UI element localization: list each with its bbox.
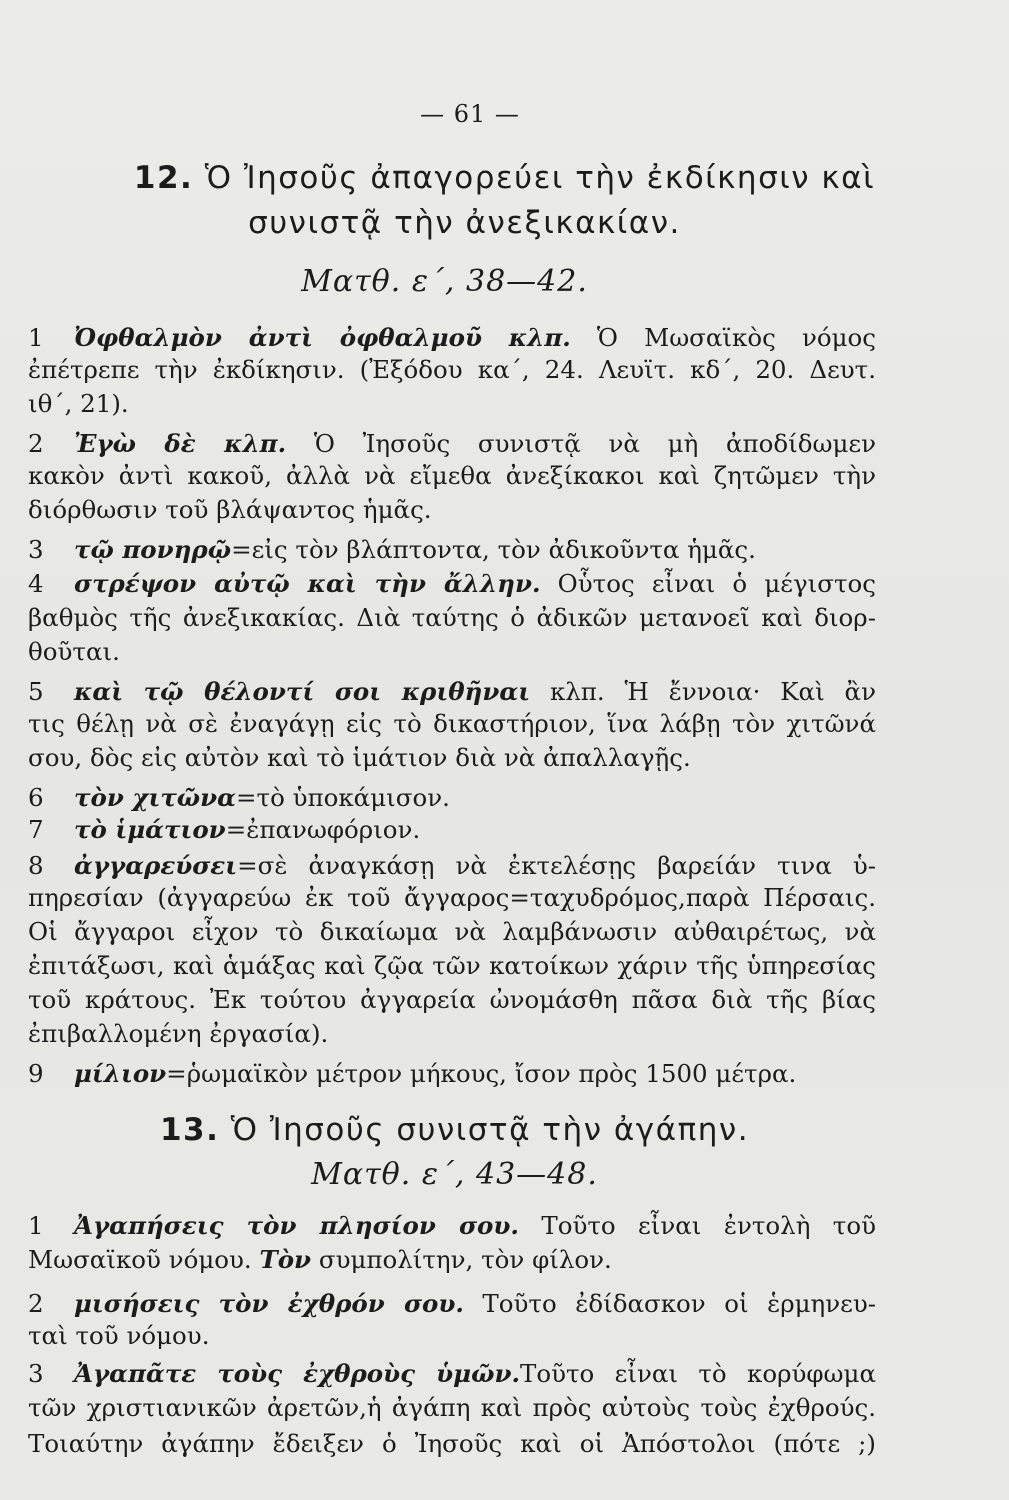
note-number: 1 xyxy=(28,1211,44,1240)
section-13-reference: Ματθ. ε΄, 43—48. xyxy=(311,1157,598,1192)
text-line xyxy=(28,782,876,814)
text-line xyxy=(28,354,876,386)
section-13-title-text: Ὁ Ἰησοῦς συνιστᾷ τὴν ἀγάπην. xyxy=(230,1112,750,1148)
text-line xyxy=(28,534,876,566)
text-line xyxy=(28,950,876,982)
text-line xyxy=(28,1358,876,1390)
body-text: διόρθωσιν τοῦ βλάψαντος ἡμᾶς. xyxy=(28,495,432,524)
body-text: Τοῦτο εἶναι τὸ κορύφωμα xyxy=(519,1359,876,1388)
section-12-title-line-1 xyxy=(0,160,1009,196)
note-number: 2 xyxy=(28,1289,44,1318)
body-text: ἐπέτρεπε τὴν ἐκδίκησιν. (Ἐξόδου κα΄, 24. Λευϊτ. κδ΄, 20. Δευτ. xyxy=(28,355,876,384)
body-text: βαθμὸς τῆς ἀνεξικακίας. Διὰ ταύτης ὁ ἀδικῶν μετανοεῖ καὶ διορ- xyxy=(28,603,876,632)
note-number: 5 xyxy=(28,677,44,706)
note-number: 7 xyxy=(28,815,44,844)
section-12-title-text: Ὁ Ἰησοῦς ἀπαγορεύει τὴν ἐκδίκησιν καὶ xyxy=(204,160,876,196)
note-number: 9 xyxy=(28,1059,44,1088)
lemma-text: Ὀφθαλμὸν ἀντὶ ὀφθαλμοῦ κλπ. xyxy=(74,323,571,352)
text-line xyxy=(28,1392,876,1424)
lemma-text: Τὸν xyxy=(259,1245,312,1274)
lemma-text: μίλιον xyxy=(74,1059,167,1088)
note-number: 2 xyxy=(28,429,44,458)
body-text: =ῥωμαϊκὸν μέτρον μήκους, ἴσον πρὸς 1500 μέτρα. xyxy=(166,1059,797,1088)
text-line xyxy=(28,1288,876,1320)
text-line xyxy=(28,708,876,740)
section-13-number: 13. xyxy=(159,1112,220,1148)
body-text: Οὗτος εἶναι ὁ μέγιστος xyxy=(540,569,876,598)
text-line xyxy=(28,882,876,914)
body-text: =σὲ ἀναγκάσῃ νὰ ἐκτελέσῃς βαρείάν τινα ὑ- xyxy=(237,851,876,880)
body-text: πηρεσίαν (ἀγγαρεύω ἐκ τοῦ ἄγγαρος=ταχυδρόμος,παρὰ Πέρσαις. xyxy=(28,883,876,912)
lemma-text: ἀγγαρεύσει xyxy=(74,851,238,880)
body-text: Ὁ Μωσαϊκὸς νόμος xyxy=(570,323,876,352)
lemma-text: Ἀγαπᾶτε τοὺς ἐχθροὺς ὑμῶν. xyxy=(74,1359,520,1388)
lemma-text: τὸ ἱμάτιον xyxy=(74,815,226,844)
note-number: 3 xyxy=(28,535,44,564)
lemma-text: καὶ τῷ θέλοντί σοι κριθῆναι xyxy=(74,677,531,706)
text-line xyxy=(28,1210,876,1242)
body-text: σου, δὸς εἰς αὐτὸν καὶ τὸ ἱμάτιον διὰ νὰ ἀπαλλαγῇς. xyxy=(28,743,691,772)
body-text: =ἐπανωφόριον. xyxy=(225,815,421,844)
body-text: τις θέλῃ νὰ σὲ ἐναγάγῃ εἰς τὸ δικαστήριον, ἵνα λάβῃ τὸν χιτῶνά xyxy=(28,709,876,738)
lemma-text: Ἀγαπήσεις τὸν πλησίον σου. xyxy=(74,1211,519,1240)
section-12-reference: Ματθ. ε΄, 38—42. xyxy=(301,264,588,299)
text-line xyxy=(28,850,876,882)
body-text: =εἰς τὸν βλάπτοντα, τὸν ἀδικοῦντα ἡμᾶς. xyxy=(231,535,756,564)
text-line xyxy=(28,460,876,492)
body-text: θοῦται. xyxy=(28,637,120,666)
body-text: Ὁ Ἰησοῦς συνιστᾷ νὰ μὴ ἀποδίδωμεν xyxy=(286,429,876,458)
text-line xyxy=(28,1058,876,1090)
section-12-number: 12. xyxy=(133,160,194,196)
text-line xyxy=(28,814,876,846)
body-text: συμπολίτην, τὸν φίλον. xyxy=(311,1245,612,1274)
lemma-text: τῷ πονηρῷ xyxy=(74,535,232,564)
note-number: 6 xyxy=(28,783,44,812)
lemma-text: μισήσεις τὸν ἐχθρόν σου. xyxy=(74,1289,464,1318)
text-line xyxy=(28,1244,876,1276)
text-line xyxy=(28,428,876,460)
page-number: — 61 — xyxy=(420,100,520,128)
note-number: 1 xyxy=(28,323,44,352)
body-text: τῶν χριστιανικῶν ἀρετῶν,ἡ ἀγάπη καὶ πρὸς αὐτοὺς τοὺς ἐχθρούς. xyxy=(28,1393,876,1422)
body-text: ἐπιβαλλομένη ἐργασία). xyxy=(28,1019,329,1048)
text-line xyxy=(28,916,876,948)
body-text: τοῦ κράτους. Ἐκ τούτου ἀγγαρεία ὠνομάσθη πᾶσα διὰ τῆς βίας xyxy=(28,985,876,1014)
body-text: ταὶ τοῦ νόμου. xyxy=(28,1321,210,1350)
text-line xyxy=(28,322,876,354)
body-text: Οἱ ἄγγαροι εἶχον τὸ δικαίωμα νὰ λαμβάνωσιν αὐθαιρέτως, νὰ xyxy=(28,917,876,946)
text-line xyxy=(28,1018,876,1050)
body-text: =τὸ ὑποκάμισον. xyxy=(236,783,450,812)
text-line xyxy=(28,742,876,774)
note-number: 4 xyxy=(28,569,44,598)
section-12-title-line-2: συνιστᾷ τὴν ἀνεξικακίαν. xyxy=(248,205,681,241)
lemma-text: τὸν χιτῶνα xyxy=(74,783,236,812)
body-text: Τοιαύτην ἀγάπην ἔδειξεν ὁ Ἰησοῦς καὶ οἱ Ἀπόστολοι (πότε ;) xyxy=(28,1429,876,1458)
body-text: κακὸν ἀντὶ κακοῦ, ἀλλὰ νὰ εἴμεθα ἀνεξίκακοι καὶ ζητῶμεν τὴν xyxy=(28,461,876,490)
text-line xyxy=(28,494,876,526)
body-text: ἐπιτάξωσι, καὶ ἁμάξας καὶ ζῷα τῶν κατοίκων χάριν τῆς ὑπηρεσίας xyxy=(28,951,876,980)
text-line xyxy=(28,602,876,634)
body-text: ιθ΄, 21). xyxy=(28,389,129,418)
body-text: Τοῦτο εἶναι ἐντολὴ τοῦ xyxy=(518,1211,876,1240)
text-line xyxy=(28,1428,876,1460)
note-number: 8 xyxy=(28,851,44,880)
text-line xyxy=(28,568,876,600)
section-13-title xyxy=(0,1112,959,1148)
lemma-text: Ἐγὼ δὲ κλπ. xyxy=(74,429,287,458)
text-line xyxy=(28,676,876,708)
lemma-text: στρέψον αὐτῷ καὶ τὴν ἄλλην. xyxy=(74,569,541,598)
body-text: Μωσαϊκοῦ νόμου. xyxy=(28,1245,260,1274)
text-line xyxy=(28,636,876,668)
text-line xyxy=(28,984,876,1016)
text-line xyxy=(28,388,876,420)
body-text: κλπ. Ἡ ἔννοια· Καὶ ἂν xyxy=(530,677,876,706)
body-text: Τοῦτο ἐδίδασκον οἱ ἑρμηνευ- xyxy=(463,1289,876,1318)
text-line xyxy=(28,1320,876,1352)
note-number: 3 xyxy=(28,1359,44,1388)
